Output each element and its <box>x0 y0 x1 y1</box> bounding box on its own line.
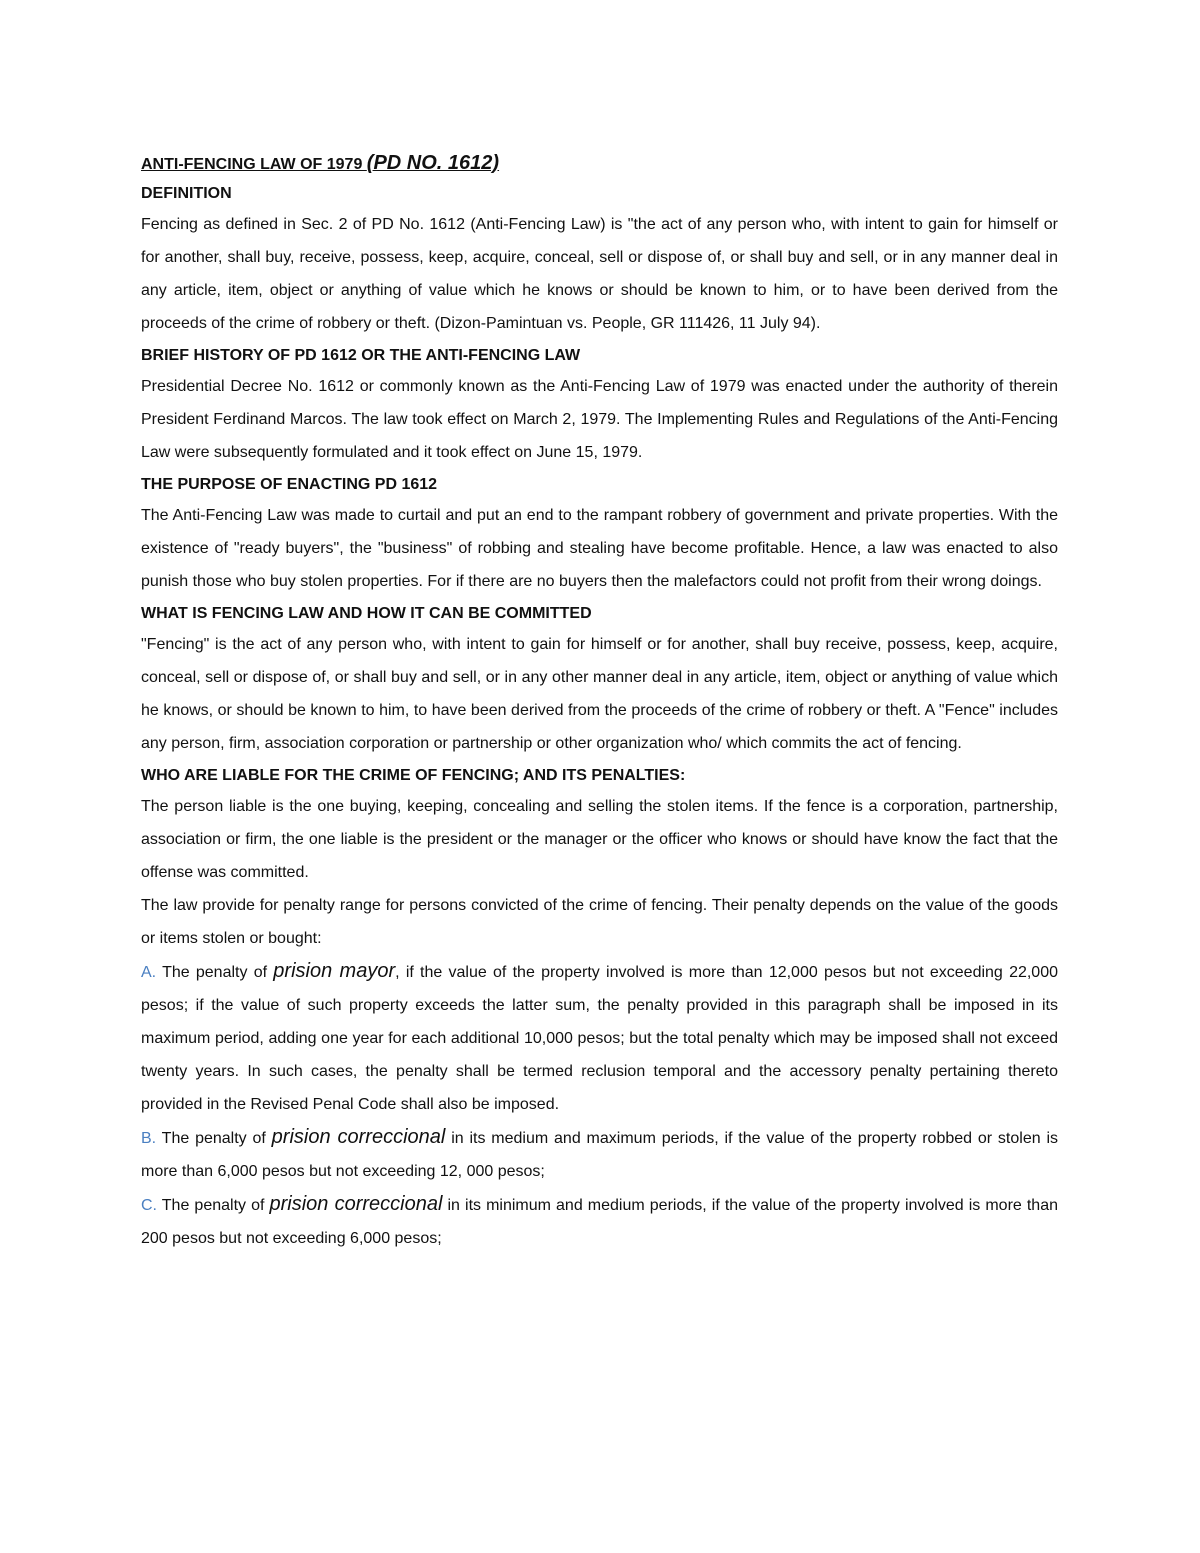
penalty-term: prision correccional <box>271 1126 446 1148</box>
paragraph-penalty-range: The law provide for penalty range for persons convicted of the crime of fencing. Their penalty depends on the value of the goods or items stolen or bought: <box>141 897 1058 947</box>
paragraph-history: Presidential Decree No. 1612 or commonly known as the Anti-Fencing Law of 1979 was enacted under the authority of therein President Ferdinand Marcos. The law took effect on March 2, 1979. The Implementing Rules and Regulations of the Anti-Fencing Law were subsequently formulated and it took effect on June 15, 1979. <box>141 378 1058 461</box>
penalty-text-before: The penalty of <box>157 1197 270 1214</box>
paragraph-purpose: The Anti-Fencing Law was made to curtail and put an end to the rampant robbery of government and private properties. With the existence of "ready buyers", the "business" of robbing and stealing have become profitable. Hence, a law was enacted to also punish those who buy stolen properties. For if there are no buyers then the malefactors could not profit from their wrong doings. <box>141 507 1058 590</box>
title-main: ANTI-FENCING LAW OF 1979 <box>141 156 367 173</box>
heading-history: BRIEF HISTORY OF PD 1612 OR THE ANTI-FENCING LAW <box>141 347 581 364</box>
penalty-term: prision correccional <box>269 1193 443 1215</box>
penalty-letter: A. <box>141 964 157 981</box>
heading-liable: WHO ARE LIABLE FOR THE CRIME OF FENCING; AND ITS PENALTIES: <box>141 767 686 784</box>
heading-definition: DEFINITION <box>141 185 232 202</box>
paragraph-definition: Fencing as defined in Sec. 2 of PD No. 1612 (Anti-Fencing Law) is "the act of any person who, with intent to gain for himself or for another, shall buy, receive, possess, keep, acquire, conceal, sell or dispose of, or shall buy and sell, or in any manner deal in any article, item, object or anything of value which he knows or should be known to him, or to have been derived from the proceeds of the crime of robbery or theft. (Dizon-Pamintuan vs. People, GR 111426, 11 July 94). <box>141 216 1058 332</box>
heading-what-is: WHAT IS FENCING LAW AND HOW IT CAN BE COMMITTED <box>141 605 592 622</box>
penalty-item-b <box>141 1121 1058 1188</box>
penalty-term: prision mayor <box>273 960 396 982</box>
penalty-text-before: The penalty of <box>156 964 274 981</box>
paragraph-what-is: "Fencing" is the act of any person who, with intent to gain for himself or for another, shall buy receive, possess, keep, acquire, conceal, sell or dispose of, or shall buy and sell, or in any other manner deal in any article, item, object or anything of value which he knows, or should be known to him, to have been derived from the proceeds of the crime of robbery or theft. A "Fence" includes any person, firm, association corporation or partnership or other organization who/ which commits the act of fencing. <box>141 636 1058 752</box>
document-page <box>141 150 1058 1255</box>
penalty-letter: B. <box>141 1130 157 1147</box>
penalty-text-before: The penalty of <box>156 1130 272 1147</box>
penalty-text-after: in its minimum and medium periods, if the value of the property involved is more than 200 pesos but not exceeding 6,000 pesos; <box>141 1197 1059 1247</box>
penalty-letter: C. <box>141 1197 157 1214</box>
penalty-text-after: , if the value of the property involved is more than 12,000 pesos but not exceeding 22,000 pesos; if the value of such property exceeds the latter sum, the penalty provided in this paragraph shall be imposed in its maximum period, adding one year for each additional 10,000 pesos; but the total penalty which may be imposed shall not exceed twenty years. In such cases, the penalty shall be termed reclusion temporal and the accessory penalty pertaining thereto provided in the Revised Penal Code shall also be imposed. <box>141 964 1059 1113</box>
paragraph-liable: The person liable is the one buying, keeping, concealing and selling the stolen items. If the fence is a corporation, partnership, association or firm, the one liable is the president or the manager or the officer who knows or should have know the fact that the offense was committed. <box>141 798 1058 881</box>
title-italic: (PD NO. 1612) <box>366 152 500 174</box>
penalty-item-c <box>141 1188 1058 1255</box>
document-title <box>141 150 1058 178</box>
penalty-text-after: in its medium and maximum periods, if the value of the property robbed or stolen is more than 6,000 pesos but not exceeding 12, 000 pesos; <box>141 1130 1059 1180</box>
penalty-item-a <box>141 955 1058 1121</box>
heading-purpose: THE PURPOSE OF ENACTING PD 1612 <box>141 476 438 493</box>
